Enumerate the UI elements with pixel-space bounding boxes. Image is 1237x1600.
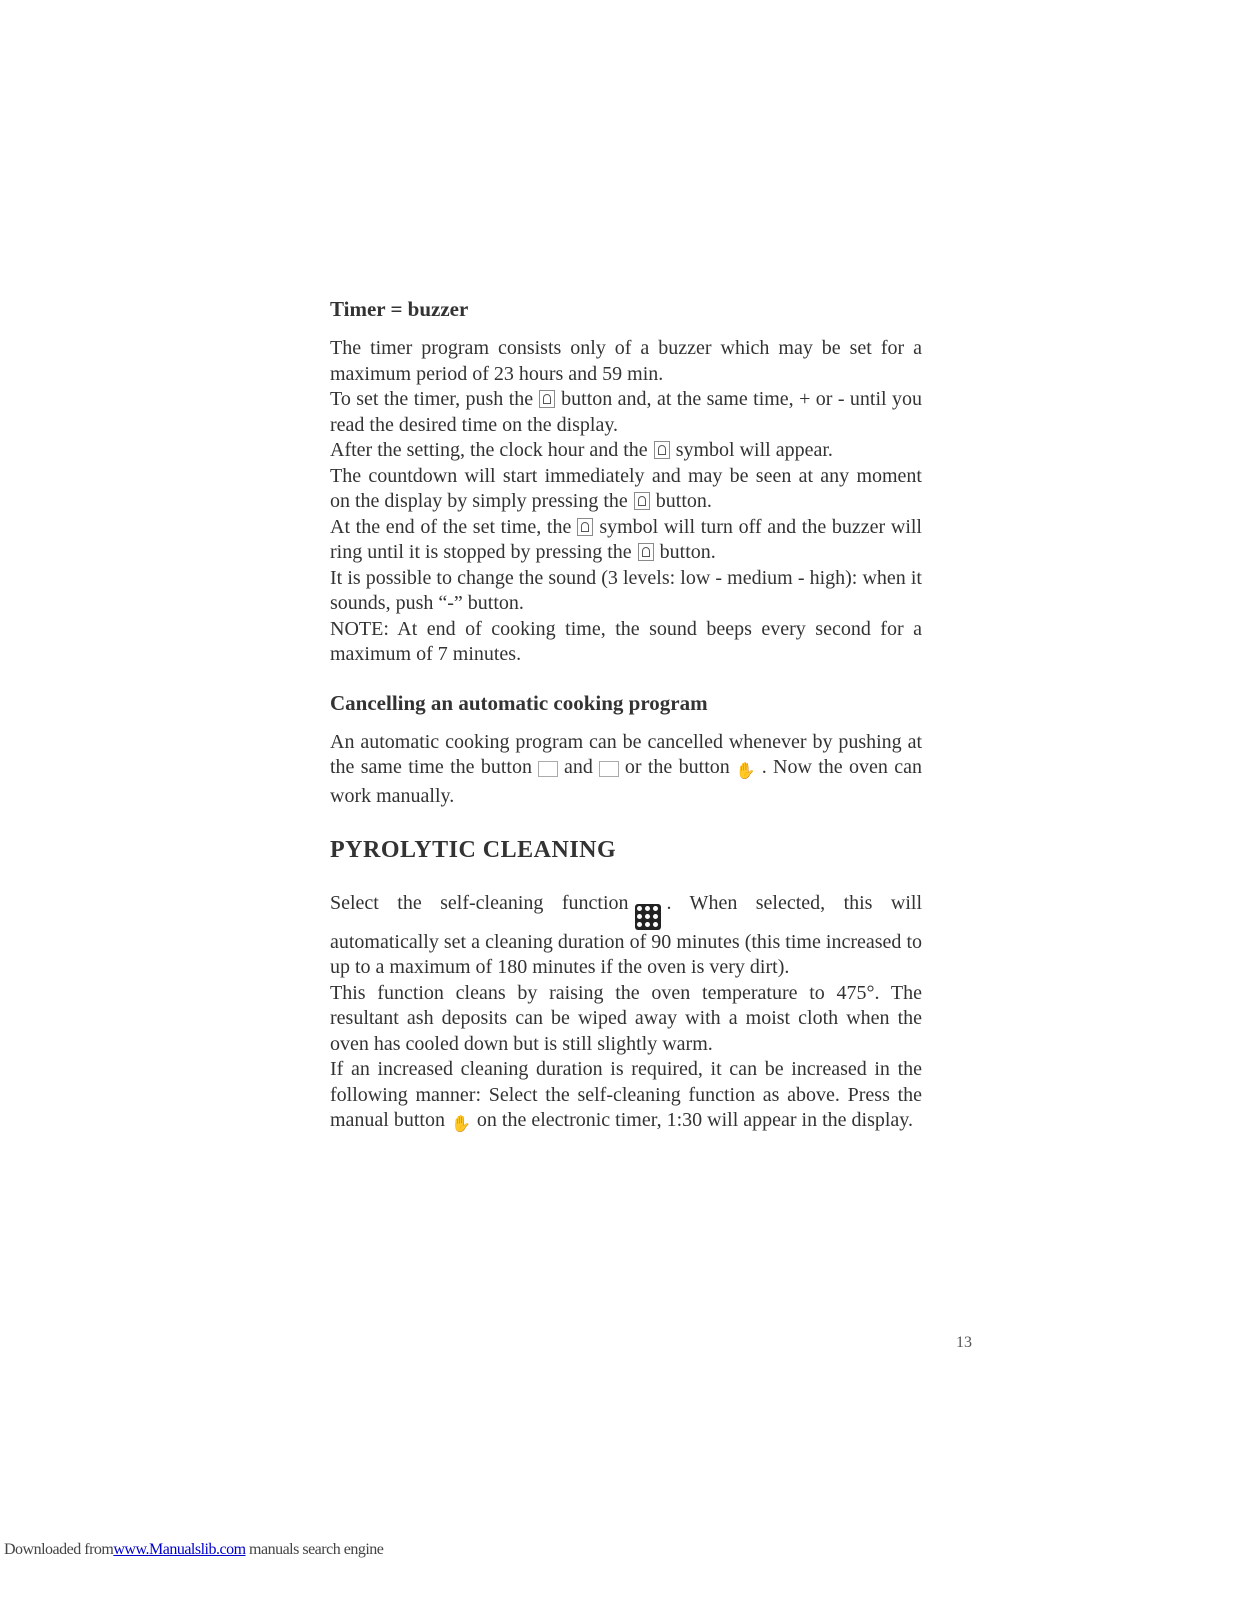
timer-paragraph-1: The timer program consists only of a buzzer which may be set for a maximum period of 23 hours and 59 min. bbox=[330, 337, 922, 385]
pyrolytic-heading: PYROLYTIC CLEANING bbox=[330, 837, 617, 863]
self-clean-icon bbox=[635, 904, 661, 930]
footer bbox=[4, 1541, 383, 1559]
pyrolytic-paragraph-2: This function cleans by raising the oven temperature to 475°. The resultant ash deposits can be wiped away with a moist cloth when the oven has cooled down but is still slightly warm. bbox=[330, 981, 922, 1055]
pyrolytic-paragraph-3: If an increased cleaning duration is required, it can be increased in the following manner: Select the self-cleaning function as above. Press the manual button ✋ on the electronic timer, 1:30 will appear in the display. bbox=[330, 1057, 922, 1137]
bell-icon bbox=[577, 518, 593, 536]
timer-paragraph-6: It is possible to change the sound (3 levels: low - medium - high): when it sounds, push “-” button. bbox=[330, 566, 922, 614]
timer-paragraph-3: After the setting, the clock hour and the symbol will appear. bbox=[330, 439, 833, 461]
timer-note: NOTE: At end of cooking time, the sound beeps every second for a maximum of 7 minutes. bbox=[330, 617, 922, 665]
timer-paragraph-5: At the end of the set time, the symbol will turn off and the buzzer will ring until it is stopped by pressing the button. bbox=[330, 515, 922, 563]
timer-paragraph-2: To set the timer, push the button and, at the same time, + or - until you read the desired time on the display. bbox=[330, 388, 922, 436]
footer-suffix: manuals search engine bbox=[249, 1541, 384, 1558]
bell-icon bbox=[638, 543, 654, 561]
bell-icon bbox=[634, 492, 650, 510]
cancel-heading: Cancelling an automatic cooking program bbox=[330, 690, 708, 715]
duration-icon bbox=[599, 761, 619, 777]
timer-heading: Timer = buzzer bbox=[330, 297, 469, 321]
footer-link[interactable]: www.Manualslib.com bbox=[113, 1541, 246, 1558]
end-icon bbox=[538, 761, 558, 777]
hand-icon: ✋ bbox=[450, 1114, 471, 1133]
pyrolytic-paragraph-1: Select the self-cleaning function . When selected, this will automatically set a cleaning duration of 90 minutes (this time increased to up to a maximum of 180 minutes if the oven is very dirt). bbox=[330, 892, 922, 978]
bell-icon bbox=[539, 390, 555, 408]
page-number: 13 bbox=[956, 1334, 972, 1351]
bell-icon bbox=[654, 441, 670, 459]
timer-paragraph-4: The countdown will start immediately and may be seen at any moment on the display by simply pressing the button. bbox=[330, 464, 922, 512]
hand-icon: ✋ bbox=[735, 761, 756, 780]
page-content bbox=[330, 296, 922, 1137]
footer-prefix: Downloaded from bbox=[4, 1541, 114, 1558]
cancel-paragraph: An automatic cooking program can be cancelled whenever by pushing at the same time the button and or the button ✋ . Now the oven can work manually. bbox=[330, 730, 922, 807]
